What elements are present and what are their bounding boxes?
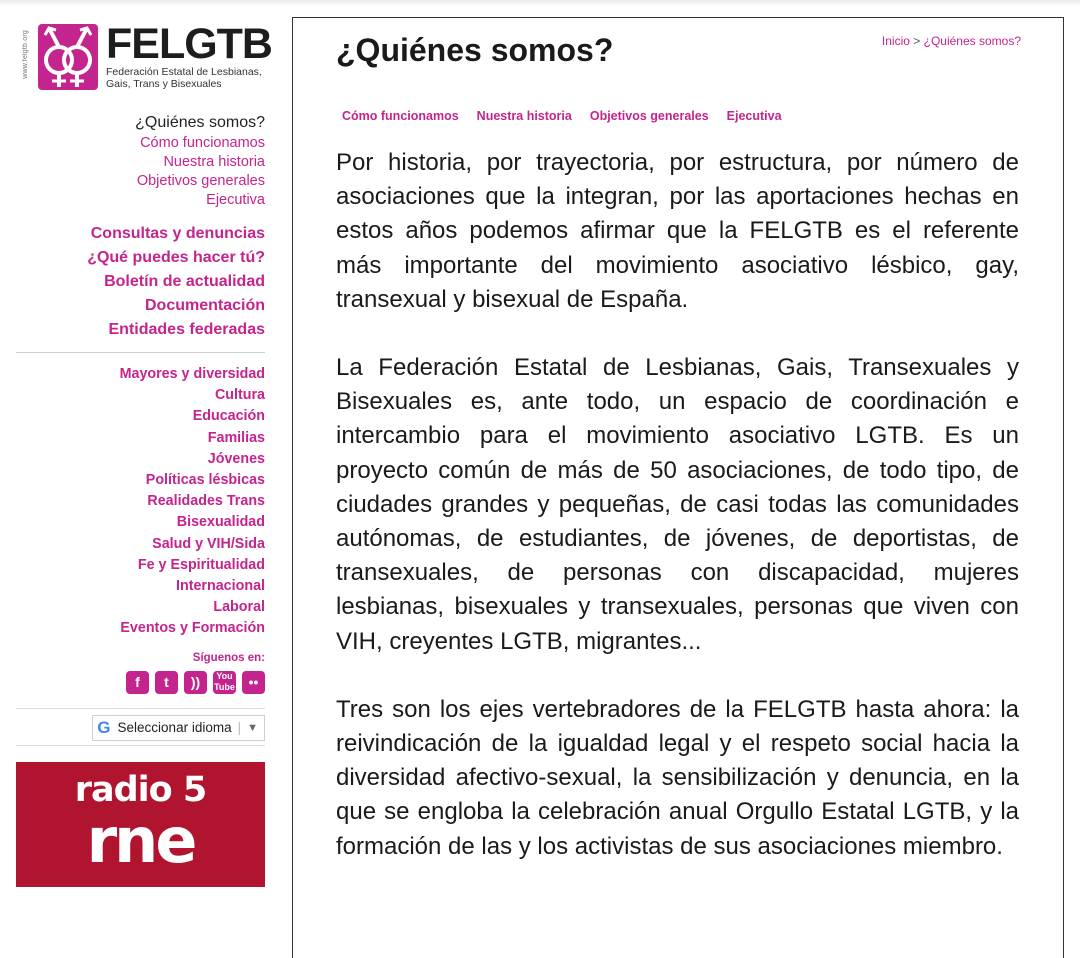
gender-symbols-icon: [38, 24, 98, 90]
breadcrumb-home[interactable]: Inicio: [881, 34, 910, 48]
main-content: [292, 17, 1064, 958]
tab-como-funcionamos[interactable]: Cómo funcionamos: [342, 109, 459, 123]
article-body: [336, 146, 1019, 898]
page-title: ¿Quiénes somos?: [336, 32, 614, 68]
topic-jovenes[interactable]: Jóvenes: [207, 450, 265, 467]
youtube-icon[interactable]: You Tube: [214, 670, 235, 692]
sidebar-divider: [16, 352, 265, 353]
sidebar-item-consultas[interactable]: Consultas y denuncias: [90, 225, 265, 242]
language-select-label: Seleccionar idioma: [117, 720, 232, 736]
topic-salud-vih[interactable]: Salud y VIH/Sida: [152, 535, 265, 552]
tab-objetivos-generales[interactable]: Objetivos generales: [589, 109, 709, 123]
rne-label: rne: [86, 803, 195, 877]
radio5-rne-banner[interactable]: [16, 762, 265, 887]
breadcrumb-current: ¿Quiénes somos?: [923, 34, 1021, 48]
tab-ejecutiva[interactable]: Ejecutiva: [726, 109, 782, 123]
sidebar-item-quienes-somos[interactable]: ¿Quiénes somos?: [135, 114, 265, 131]
logo-brand: FELGTB: [106, 20, 272, 68]
sidebar-item-entidades[interactable]: Entidades federadas: [108, 321, 265, 338]
translate-widget: [16, 708, 265, 746]
sidebar-item-documentacion[interactable]: Documentación: [144, 297, 265, 314]
topic-familias[interactable]: Familias: [207, 429, 265, 446]
sidebar-item-boletin[interactable]: Boletín de actualidad: [104, 273, 265, 290]
twitter-icon[interactable]: t: [155, 671, 178, 694]
radio5-label: radio 5: [74, 769, 207, 810]
felgtb-logo[interactable]: [16, 20, 272, 96]
facebook-icon[interactable]: f: [126, 671, 149, 694]
sidebar-nav: [16, 112, 265, 746]
flickr-icon[interactable]: ••: [242, 671, 265, 694]
topic-eventos[interactable]: Eventos y Formación: [120, 620, 265, 637]
topic-educacion[interactable]: Educación: [192, 408, 265, 425]
section-tabs: [342, 109, 782, 123]
select-separator: |: [237, 720, 242, 736]
breadcrumb: [882, 34, 1021, 48]
topic-laboral[interactable]: Laboral: [213, 599, 265, 616]
topic-bisexualidad[interactable]: Bisexualidad: [176, 514, 265, 531]
topic-internacional[interactable]: Internacional: [176, 578, 265, 595]
paragraph-intro: Por historia, por trayectoria, por estructura, por número de asociaciones que la integran, por las aportaciones hechas en estos años podemos afirmar que la FELGTB es el referente más importante del movimiento asociativo lésbico, gay, transexual y bisexual de España.: [336, 149, 1019, 313]
follow-label: Síguenos en:: [192, 651, 265, 664]
topic-politicas-lesbicas[interactable]: Políticas lésbicas: [145, 472, 265, 489]
logo-url: www.felgtb.org: [22, 30, 29, 79]
sidebar-item-que-puedes-hacer[interactable]: ¿Qué puedes hacer tú?: [87, 249, 265, 266]
sidebar-subitem-ejecutiva[interactable]: Ejecutiva: [206, 192, 265, 208]
language-select[interactable]: [92, 715, 265, 741]
topic-realidades-trans[interactable]: Realidades Trans: [147, 493, 265, 510]
sidebar-subitem-nuestra-historia[interactable]: Nuestra historia: [163, 154, 265, 170]
social-links: [16, 671, 265, 694]
chevron-down-icon: ▼: [247, 721, 258, 734]
topic-cultura[interactable]: Cultura: [214, 387, 265, 404]
breadcrumb-separator: >: [913, 34, 921, 48]
topic-mayores[interactable]: Mayores y diversidad: [119, 366, 265, 382]
logo-subtitle: Federación Estatal de Lesbianas, Gais, Trans y Bisexuales: [106, 66, 262, 90]
sidebar: [16, 20, 272, 887]
sidebar-subitem-como-funcionamos[interactable]: Cómo funcionamos: [140, 135, 265, 151]
sidebar-subitem-objetivos-generales[interactable]: Objetivos generales: [136, 173, 265, 189]
google-icon: G: [97, 717, 111, 737]
paragraph-axes: Tres son los ejes vertebradores de la FELGTB hasta ahora: la reivindicación de la igualdad legal y el respeto social hacia la diversidad afectivo-sexual, la sensibilización y denuncia, en la que se engloba la celebración anual Orgullo Estatal LGTB, y la formación de las y los activistas de sus asociaciones miembro.: [336, 695, 1019, 860]
tab-nuestra-historia[interactable]: Nuestra historia: [476, 109, 572, 123]
topic-fe[interactable]: Fe y Espiritualidad: [137, 556, 265, 573]
rss-icon[interactable]: )): [184, 671, 207, 694]
top-shadow: [0, 0, 1080, 6]
topics-list: [16, 364, 265, 640]
paragraph-federation: La Federación Estatal de Lesbianas, Gais, Transexuales y Bisexuales es, ante todo, un espacio de coordinación e intercambio para el movimiento asociativo LGTB. Es un proyecto común de más de 50 asociaciones, de todo tipo, de ciudades grandes y pequeñas, de casi todas las comunidades autónomas, de estudiantes, de jóvenes, de deportistas, de transexuales, de personas con discapacidad, mujeres lesbianas, bisexuales y transexuales, personas que viven con VIH, creyentes LGTB, migrantes...: [336, 354, 1019, 655]
